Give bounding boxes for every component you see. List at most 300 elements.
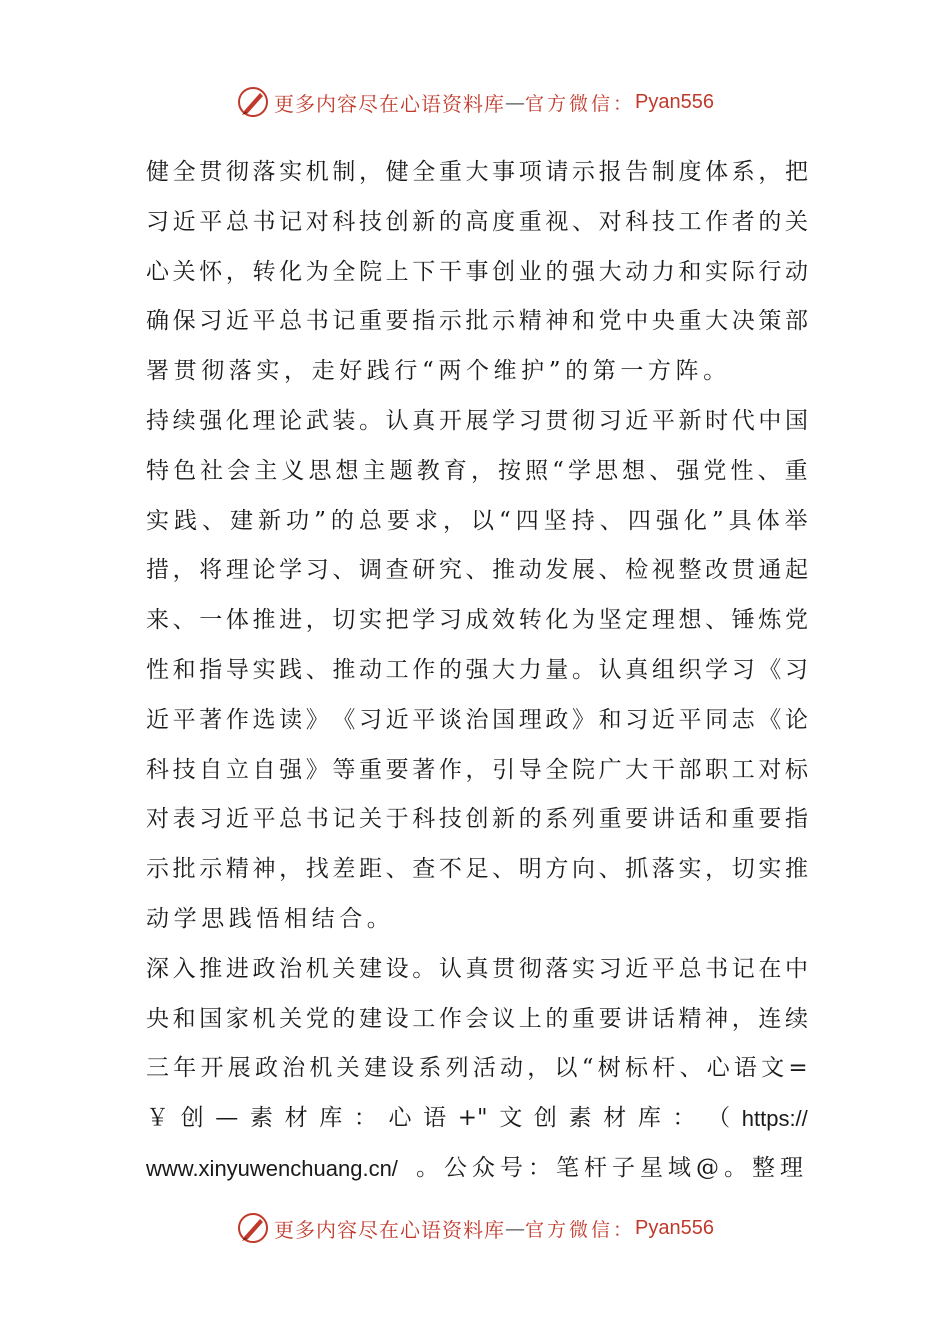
glyph: 、: [305, 656, 329, 683]
glyph: 院: [572, 756, 595, 783]
glyph: 文: [761, 1055, 785, 1082]
glyph: 和: [598, 706, 622, 733]
glyph: 关: [172, 258, 196, 285]
glyph: 语: [423, 1105, 447, 1132]
glyph: 、: [332, 557, 356, 584]
glyph: 素: [249, 1105, 273, 1132]
glyph: 关: [279, 1005, 303, 1032]
glyph: 总: [279, 806, 303, 833]
glyph: 体: [756, 507, 780, 534]
glyph: 干: [651, 756, 675, 783]
glyph: 推: [785, 856, 808, 883]
glyph: 请: [545, 159, 569, 185]
glyph: 推: [332, 656, 356, 683]
glyph: 实: [705, 258, 729, 285]
glyph: 制: [651, 159, 675, 185]
glyph: ，: [705, 856, 729, 883]
glyph: 创: [385, 208, 409, 235]
glyph: “: [552, 457, 564, 484]
glyph: 标: [624, 1055, 648, 1082]
text-line: [146, 248, 808, 298]
glyph: 作: [438, 1005, 462, 1032]
glyph: 精: [518, 308, 542, 335]
glyph: 强: [199, 407, 223, 434]
glyph: 践: [174, 507, 198, 534]
glyph: 心: [388, 1105, 412, 1132]
glyph: 连: [758, 1005, 782, 1032]
glyph: 平: [252, 308, 276, 335]
glyph: 列: [572, 806, 595, 833]
glyph: 落: [545, 955, 569, 982]
glyph: 持: [146, 407, 169, 434]
glyph: 强: [279, 756, 303, 783]
glyph: 政: [545, 706, 569, 733]
glyph: 书: [305, 308, 329, 335]
glyph: 论: [252, 557, 276, 584]
glyph: 为: [305, 258, 329, 285]
glyph: 想: [622, 457, 646, 484]
glyph: 全: [172, 159, 196, 185]
glyph: 关: [336, 1055, 360, 1082]
glyph: ，: [305, 607, 329, 634]
glyph: 论: [785, 706, 808, 733]
glyph: 记: [731, 955, 755, 982]
glyph: 作: [225, 706, 249, 733]
glyph: 精: [678, 1005, 702, 1032]
glyph: 著: [412, 756, 436, 783]
glyph: 化: [225, 407, 249, 434]
glyph: 工: [731, 756, 755, 783]
glyph: 化: [683, 507, 707, 534]
glyph: 健: [385, 159, 409, 185]
glyph: 下: [412, 258, 436, 285]
glyph: 教: [416, 457, 440, 484]
glyph: 和: [678, 258, 702, 285]
glyph: 强: [676, 457, 700, 484]
glyph: 主: [362, 457, 386, 484]
glyph: 事: [465, 258, 489, 285]
glyph: 立: [225, 756, 249, 783]
glyph: 中: [785, 955, 808, 982]
glyph: 部: [678, 756, 702, 783]
glyph: 材: [603, 1105, 627, 1132]
glyph: 的: [758, 208, 782, 235]
glyph: 年: [173, 1055, 197, 1082]
glyph: 、: [599, 507, 623, 534]
glyph: 重: [572, 1005, 595, 1032]
glyph: 以: [470, 507, 494, 534]
glyph: 素: [568, 1105, 592, 1132]
glyph: 设: [391, 1055, 415, 1082]
glyph: 习: [146, 208, 169, 235]
glyph: 性: [730, 457, 754, 484]
glyph: 。: [572, 656, 595, 683]
glyph: 近: [625, 407, 649, 434]
text-line: [146, 1044, 808, 1094]
glyph: 治: [465, 706, 489, 733]
glyph: 彻: [518, 955, 542, 982]
glyph: 方: [545, 856, 569, 883]
glyph: 引: [492, 756, 516, 783]
glyph: 习: [518, 407, 542, 434]
glyph: 科: [332, 208, 356, 235]
glyph: ，: [279, 856, 303, 883]
text-line: [146, 397, 808, 447]
glyph: 会: [465, 1005, 489, 1032]
glyph: 代: [731, 407, 755, 434]
glyph: 重: [784, 457, 808, 484]
glyph: 色: [173, 457, 197, 484]
url-fragment: https://: [741, 1106, 808, 1132]
glyph: 学: [568, 457, 592, 484]
glyph: 标: [785, 756, 808, 783]
glyph: ，: [172, 557, 196, 584]
glyph: 重: [438, 159, 462, 185]
glyph: 查: [385, 557, 409, 584]
glyph: 理: [518, 706, 542, 733]
glyph: 和: [572, 308, 595, 335]
glyph: 神: [252, 856, 276, 883]
glyph: 系: [545, 806, 569, 833]
glyph: 续: [172, 407, 196, 434]
glyph: 大: [492, 656, 516, 683]
glyph: 续: [785, 1005, 808, 1032]
glyph: 批: [465, 308, 489, 335]
glyph: 示: [438, 308, 462, 335]
banner-wechat-label: 官方微信：: [525, 1218, 636, 1241]
glyph: 研: [412, 557, 436, 584]
glyph: 关: [359, 806, 382, 833]
glyph: 示: [199, 856, 223, 883]
glyph: 进: [225, 955, 249, 982]
glyph: 改: [705, 557, 729, 584]
glyph: 健: [146, 159, 169, 185]
glyph: 平: [172, 706, 196, 733]
glyph: 项: [518, 159, 542, 185]
glyph: 学: [412, 607, 436, 634]
glyph: 展: [465, 407, 489, 434]
glyph: 作: [438, 756, 462, 783]
glyph: ，: [465, 756, 489, 783]
glyph: 和: [172, 656, 196, 683]
glyph: 、: [172, 607, 196, 634]
text-line: [146, 795, 808, 845]
glyph: 近: [651, 706, 675, 733]
glyph: 职: [705, 756, 729, 783]
glyph: 为: [572, 607, 595, 634]
glyph: 讲: [651, 806, 675, 833]
glyph: ，: [359, 159, 382, 185]
glyph: 真: [412, 407, 436, 434]
glyph: 读: [279, 706, 303, 733]
glyph: 治: [279, 955, 303, 982]
glyph: 动: [500, 1055, 524, 1082]
glyph: 坚: [543, 507, 567, 534]
glyph: “: [498, 507, 511, 534]
glyph: 度: [678, 159, 702, 185]
glyph: 彻: [572, 407, 595, 434]
glyph: 重: [518, 208, 542, 235]
glyph: 科: [146, 756, 169, 783]
text-line: [146, 297, 808, 347]
glyph: 总: [358, 507, 382, 534]
glyph: 。: [359, 407, 382, 434]
glyph: 平: [252, 806, 276, 833]
glyph: 广: [598, 756, 622, 783]
glyph: 的: [330, 507, 354, 534]
glyph: 习: [305, 557, 329, 584]
glyph: 党: [305, 1005, 329, 1032]
glyph: 平: [199, 208, 223, 235]
text-line: [146, 646, 808, 696]
glyph: 、: [465, 557, 489, 584]
glyph: 业: [518, 258, 542, 285]
glyph: 主: [254, 457, 278, 484]
glyph: 精: [225, 856, 249, 883]
glyph: 重: [598, 806, 622, 833]
glyph: 将: [199, 557, 223, 584]
glyph: 践: [279, 656, 303, 683]
glyph: 三: [146, 1055, 169, 1082]
glyph: 的: [332, 1005, 356, 1032]
glyph: 落: [651, 856, 675, 883]
glyph: 锤: [731, 607, 755, 634]
glyph: 、: [649, 457, 673, 484]
glyph: ，: [470, 457, 494, 484]
glyph: 导: [225, 656, 249, 683]
text-line: [146, 945, 808, 995]
glyph: ，: [442, 507, 466, 534]
glyph: 的: [438, 656, 462, 683]
glyph: 报: [598, 159, 622, 185]
banner-separator: —: [505, 90, 525, 114]
glyph: 心: [146, 258, 169, 285]
glyph: 示: [572, 159, 595, 185]
glyph: 书: [705, 955, 729, 982]
glyph: 习: [785, 656, 808, 683]
glyph: 全: [412, 159, 436, 185]
glyph: 成: [465, 607, 489, 634]
glyph: 创: [492, 258, 516, 285]
glyph: 设: [385, 1005, 409, 1032]
glyph: 的: [518, 806, 542, 833]
glyph: 要: [758, 806, 782, 833]
glyph: 科: [412, 806, 436, 833]
glyph: 大: [598, 258, 622, 285]
glyph: 、: [598, 557, 622, 584]
glyph: 神: [705, 1005, 729, 1032]
glyph: 贯: [731, 557, 755, 584]
glyph: 的: [545, 1005, 569, 1032]
glyph: 全: [545, 756, 569, 783]
glyph: 确: [146, 308, 169, 335]
glyph: 强: [465, 656, 489, 683]
glyph: 在: [758, 955, 782, 982]
glyph: 推: [199, 955, 223, 982]
glyph: 炼: [758, 607, 782, 634]
glyph: 材: [284, 1105, 308, 1132]
glyph: 树: [597, 1055, 621, 1082]
glyph: 指: [199, 656, 223, 683]
glyph: 近: [172, 208, 196, 235]
glyph: 近: [146, 706, 169, 733]
glyph: 进: [279, 607, 303, 634]
glyph: 和: [705, 806, 729, 833]
glyph: 时: [705, 407, 729, 434]
website-url: www.xinyuwenchuang.cn/: [146, 1155, 398, 1181]
glyph: 要: [385, 308, 409, 335]
glyph: 学: [279, 557, 303, 584]
glyph: 批: [172, 856, 196, 883]
glyph: （: [707, 1105, 731, 1132]
banner-separator: —: [505, 1216, 525, 1240]
glyph: 机: [252, 1005, 276, 1032]
glyph: 求: [414, 507, 438, 534]
glyph: ：: [353, 1105, 377, 1132]
glyph: 组: [651, 656, 675, 683]
glyph: 示: [492, 308, 516, 335]
glyph: 告: [625, 159, 649, 185]
glyph: 对: [598, 208, 622, 235]
glyph: 动: [518, 557, 542, 584]
glyph: 讲: [625, 1005, 649, 1032]
glyph: 央: [146, 1005, 169, 1032]
glyph: ￥: [146, 1105, 169, 1132]
glyph: 调: [359, 557, 382, 584]
glyph: 作: [412, 656, 436, 683]
glyph: 按: [498, 457, 522, 484]
glyph: 重: [678, 308, 702, 335]
glyph: 学: [492, 407, 516, 434]
glyph: 四: [627, 507, 651, 534]
glyph: 育: [443, 457, 467, 484]
glyph: 认: [438, 955, 462, 982]
glyph: 、: [202, 507, 226, 534]
glyph: 院: [359, 258, 382, 285]
glyph: 化: [545, 607, 569, 634]
glyph: 距: [359, 856, 382, 883]
glyph: 同: [705, 706, 729, 733]
glyph: 想: [335, 457, 359, 484]
glyph: 想: [678, 607, 702, 634]
glyph: 度: [492, 208, 516, 235]
glyph: 贯: [545, 407, 569, 434]
glyph: 际: [731, 258, 755, 285]
glyph: 中: [625, 308, 649, 335]
glyph: 近: [625, 955, 649, 982]
glyph: 通: [758, 557, 782, 584]
header-banner: [0, 82, 950, 122]
glyph: 习: [199, 308, 223, 335]
glyph: 落: [252, 159, 276, 185]
glyph: 策: [758, 308, 782, 335]
glyph: 库: [637, 1105, 661, 1132]
text-line: [146, 497, 808, 547]
glyph: 志: [731, 706, 755, 733]
pen-logo-icon: [236, 85, 270, 119]
glyph: 推: [492, 557, 516, 584]
glyph: 自: [252, 756, 276, 783]
glyph: 织: [678, 656, 702, 683]
glyph: 四: [515, 507, 539, 534]
glyph: 真: [465, 955, 489, 982]
glyph: 书: [252, 208, 276, 235]
text-line: [146, 198, 808, 248]
glyph: 谈: [438, 706, 462, 733]
glyph: ：: [672, 1105, 696, 1132]
footer-banner: [0, 1208, 950, 1248]
glyph: 效: [492, 607, 516, 634]
glyph: 科: [625, 208, 649, 235]
glyph: 强: [655, 507, 679, 534]
glyph: 持: [571, 507, 595, 534]
glyph: 系: [418, 1055, 442, 1082]
glyph: 建: [359, 1005, 382, 1032]
banner-wechat-label: 官方微信：: [525, 92, 636, 115]
glyph: 决: [731, 308, 755, 335]
glyph: 、: [572, 208, 595, 235]
glyph: 对: [758, 756, 782, 783]
glyph: 党: [703, 457, 727, 484]
glyph: 制: [332, 159, 356, 185]
glyph: 保: [172, 308, 196, 335]
glyph: 论: [279, 407, 303, 434]
glyph: 平: [651, 407, 675, 434]
glyph: 彻: [225, 159, 249, 185]
glyph: 大: [465, 159, 489, 185]
glyph: 杆: [652, 1055, 676, 1082]
glyph: 要: [385, 756, 409, 783]
glyph: 查: [412, 856, 436, 883]
glyph: 近: [225, 806, 249, 833]
glyph: 央: [651, 308, 675, 335]
glyph: 把: [385, 607, 409, 634]
glyph: 举: [784, 507, 808, 534]
glyph: 实: [359, 607, 382, 634]
glyph: 义: [281, 457, 305, 484]
glyph: 大: [625, 756, 649, 783]
pen-logo-icon: [236, 1211, 270, 1245]
glyph: 视: [545, 208, 569, 235]
glyph: 国: [492, 706, 516, 733]
glyph: 记: [332, 806, 356, 833]
glyph: 工: [385, 656, 409, 683]
glyph: 建: [230, 507, 254, 534]
glyph: 实: [758, 856, 782, 883]
glyph: 起: [785, 557, 808, 584]
glyph: 工: [678, 208, 702, 235]
glyph: “: [581, 1055, 594, 1082]
glyph: 党: [785, 607, 808, 634]
glyph: 思: [308, 457, 332, 484]
glyph: 重: [731, 806, 755, 833]
glyph: 的: [438, 208, 462, 235]
glyph: 机: [305, 159, 329, 185]
glyph: 《: [758, 656, 782, 683]
text-line-spread: [146, 1094, 808, 1144]
glyph: 书: [305, 806, 329, 833]
glyph: 近: [385, 706, 409, 733]
glyph: 实: [146, 507, 169, 534]
glyph: 实: [678, 856, 702, 883]
glyph: 认: [598, 656, 622, 683]
glyph: 总: [678, 955, 702, 982]
glyph: 贯: [492, 955, 516, 982]
glyph: 理: [252, 407, 276, 434]
glyph: 来: [146, 607, 169, 634]
glyph: 《: [332, 706, 356, 733]
glyph: 体: [225, 607, 249, 634]
